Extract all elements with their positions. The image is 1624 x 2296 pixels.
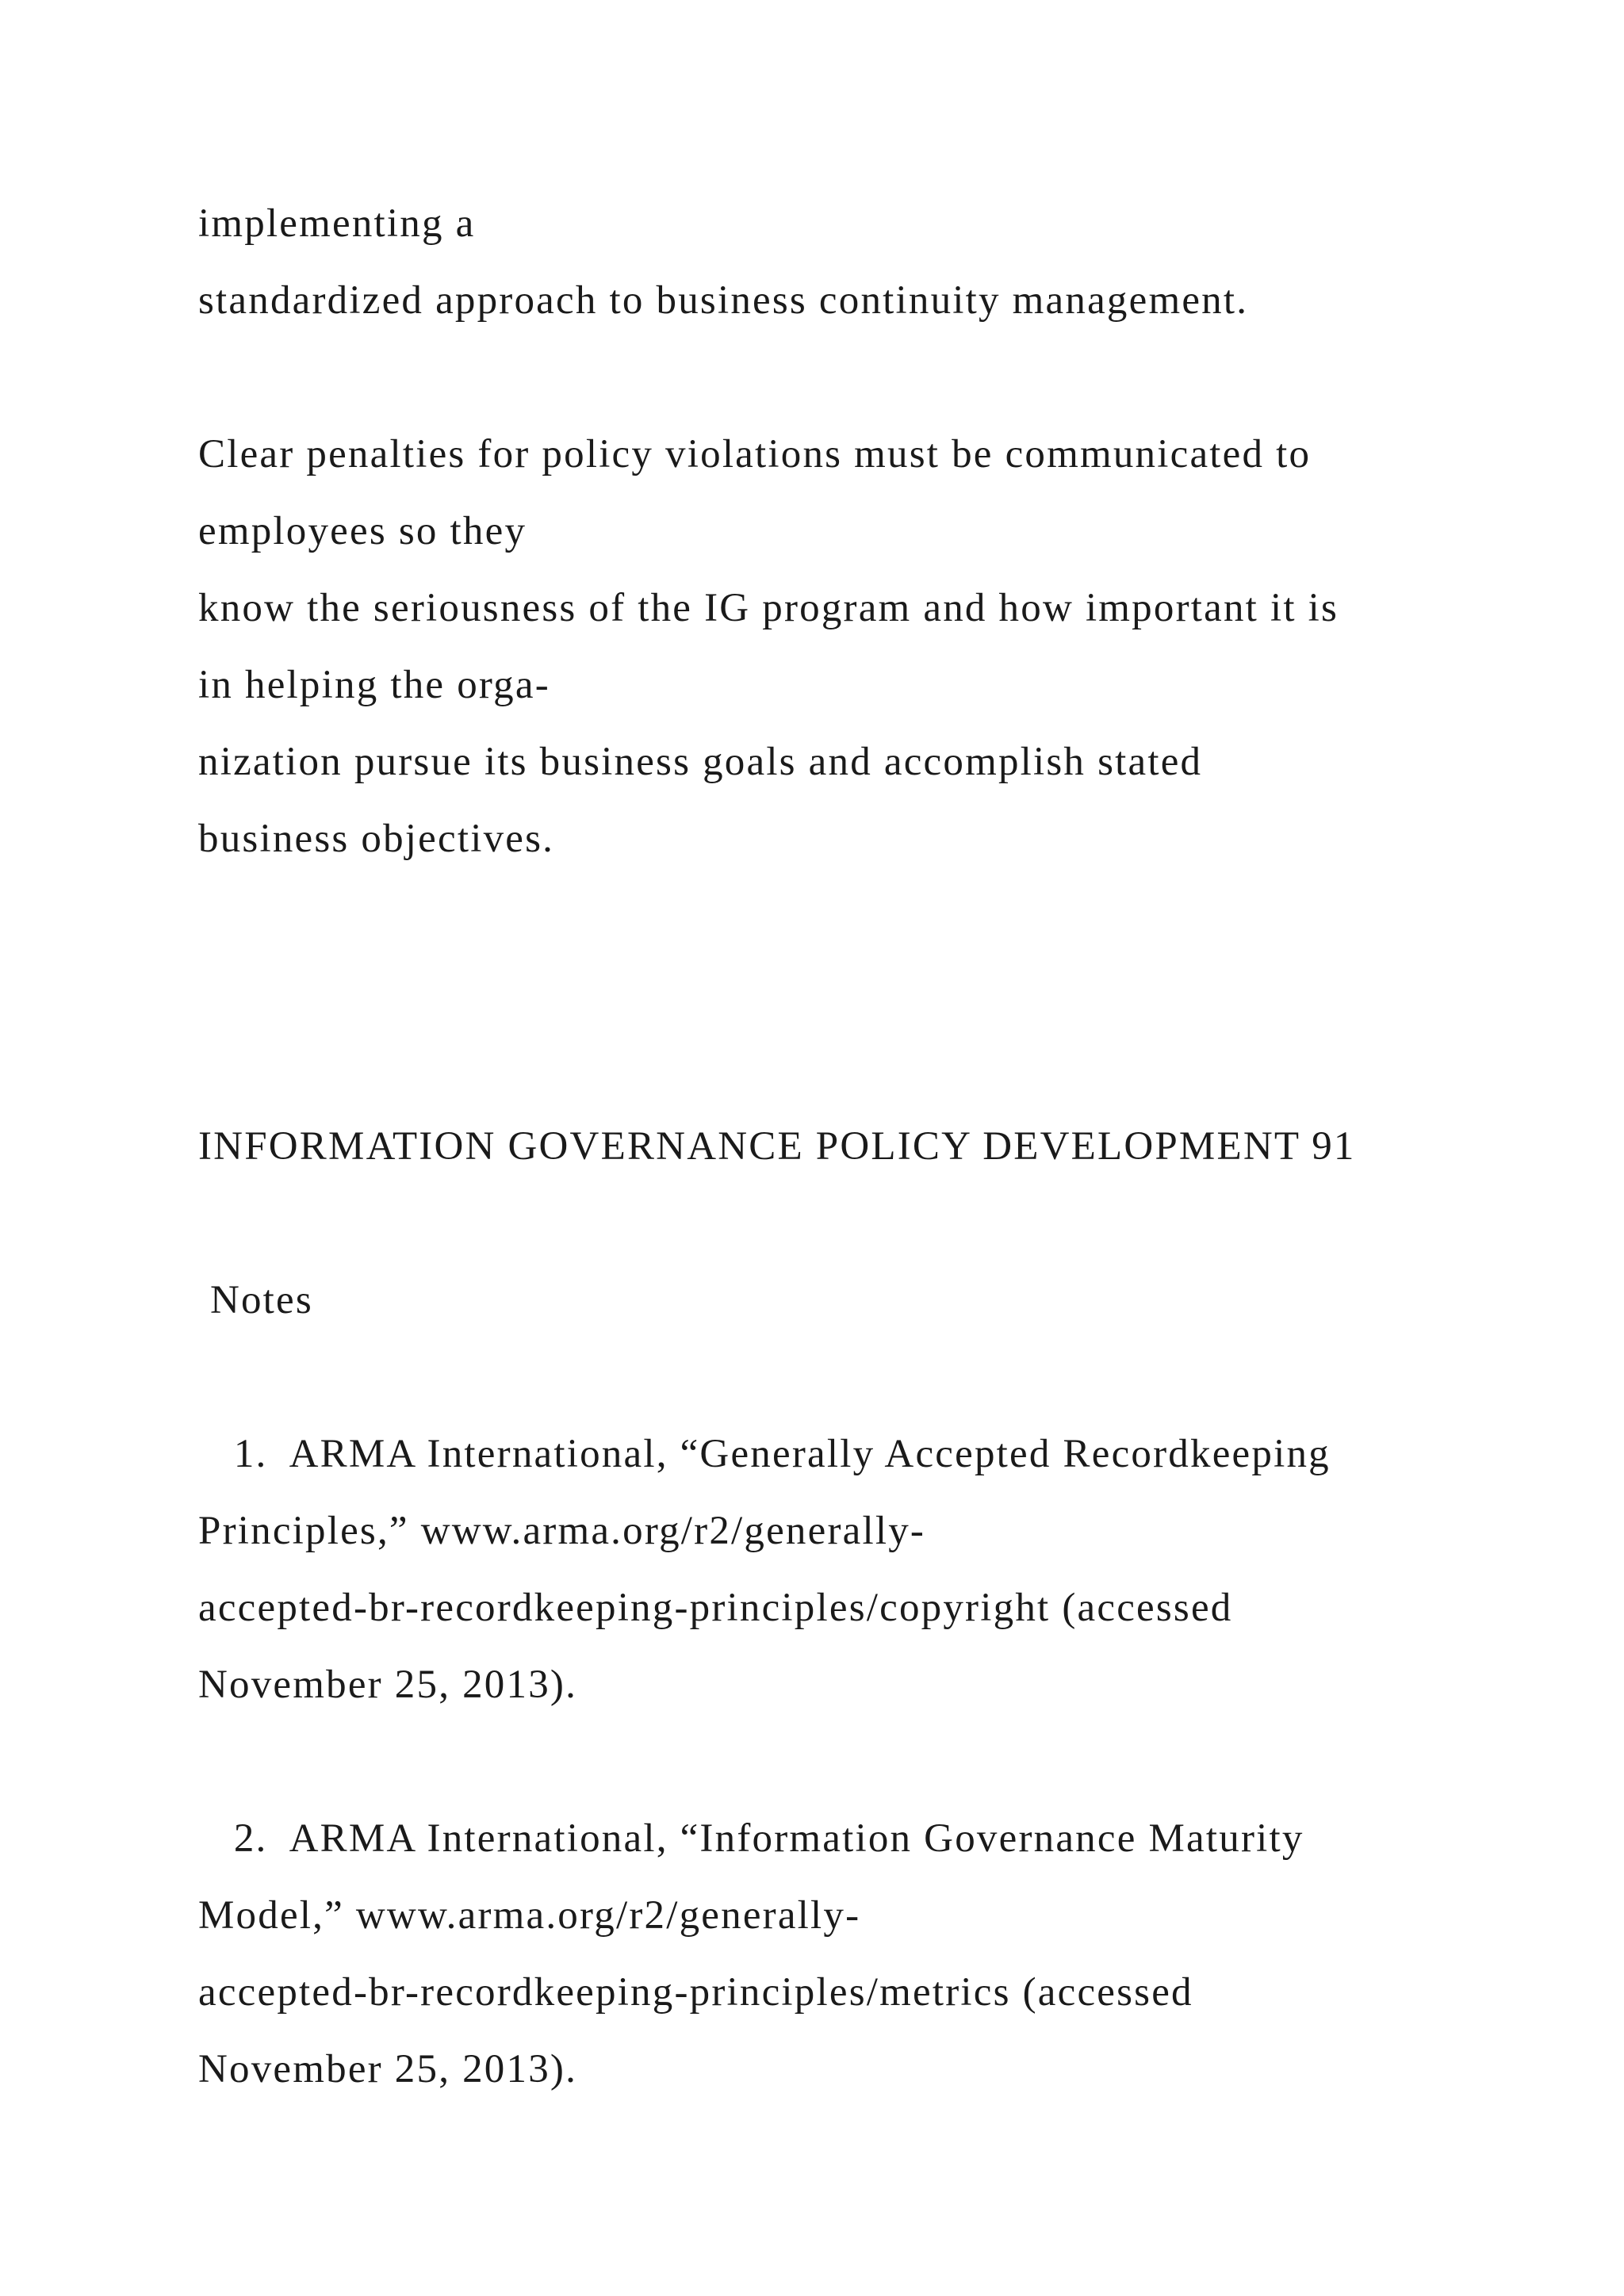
text-line: standardized approach to business continuity management.	[198, 278, 1249, 323]
note-line: accepted-br-recordkeeping-principles/metrics (accessed	[198, 1970, 1193, 2015]
note-line: Principles,” www.arma.org/r2/generally-	[198, 1509, 926, 1553]
running-head: INFORMATION GOVERNANCE POLICY DEVELOPMENT 91	[198, 1124, 1356, 1169]
note-line: 1. ARMA International, “Generally Accepted Recordkeeping	[198, 1432, 1331, 1476]
note-line: Model,” www.arma.org/r2/generally-	[198, 1893, 861, 1938]
text-line: implementing a	[198, 201, 476, 246]
note-line: November 25, 2013).	[198, 1663, 578, 1707]
text-line: employees so they	[198, 509, 527, 553]
notes-heading: Notes	[198, 1278, 313, 1322]
note-line: accepted-br-recordkeeping-principles/copyright (accessed	[198, 1586, 1233, 1630]
text-line: know the seriousness of the IG program and how important it is	[198, 586, 1339, 630]
text-line: Clear penalties for policy violations must be communicated to	[198, 432, 1312, 476]
text-line: in helping the orga-	[198, 663, 550, 707]
text-line: nization pursue its business goals and accomplish stated	[198, 740, 1203, 784]
note-line: 2. ARMA International, “Information Governance Maturity	[198, 1816, 1304, 1861]
note-line: November 25, 2013).	[198, 2047, 578, 2091]
text-line: business objectives.	[198, 817, 555, 861]
